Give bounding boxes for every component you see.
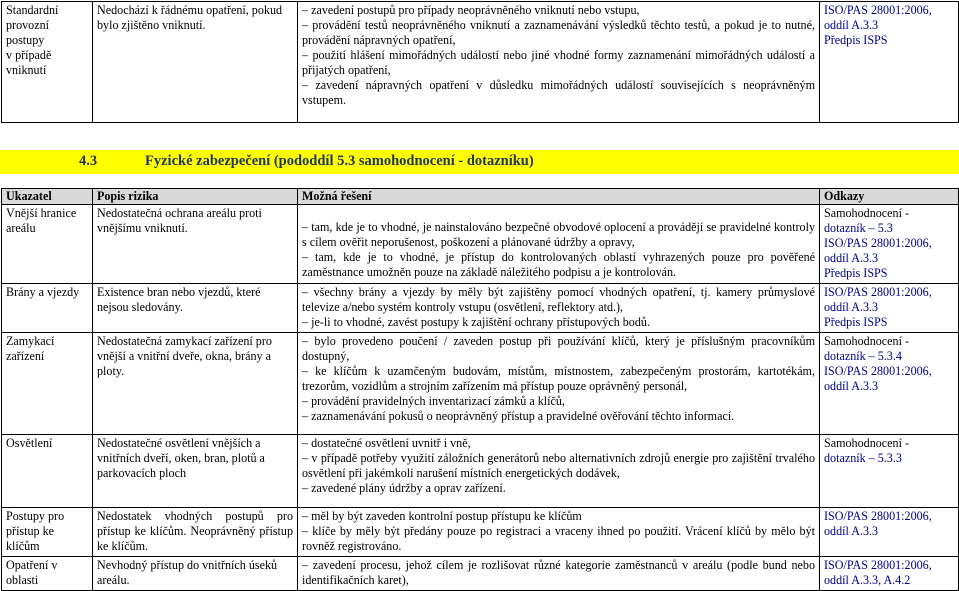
table-row (2, 557, 959, 591)
solutions-cell (298, 205, 820, 284)
indicator-line: v případě (6, 48, 52, 62)
section-heading (0, 150, 959, 174)
ref-line: oddíl A.3.3 (824, 251, 879, 265)
header-indicator: Ukazatel (2, 189, 93, 205)
refs-cell (820, 2, 959, 123)
header-row (2, 189, 959, 205)
solutions-cell (298, 435, 820, 508)
solution-item: – klíče by měly být předány pouze po registraci a vraceny ihned po použití. Vrácení klíčů by mělo být rovněž registrováno. (302, 524, 815, 553)
solution-item: – zaznamenávání pokusů o neoprávněný přístup a pravidelné ověřování těchto informací. (302, 409, 735, 423)
solution-item: – bylo provedeno poučení / zaveden postup při používání klíčů, který je příslušným pracovníkům dostupný, (302, 334, 815, 363)
ref-line: dotazník – 5.3.3 (824, 451, 902, 465)
section-title: Fyzické zabezpečení (pododdíl 5.3 samohodnocení - dotazníku) (145, 153, 534, 169)
ref-line: Samohodnocení - (824, 436, 909, 450)
indicator-cell: Postupy pro přístup ke klíčům (2, 508, 93, 557)
indicator-line: Standardní (6, 3, 59, 17)
ref-line: oddíl A.3.3 (824, 300, 879, 314)
solution-item: – dostatečné osvětlení uvnitř i vně, (302, 436, 471, 450)
indicator-line: vniknutí (6, 63, 47, 77)
risk-cell: Nedostatek vhodných postupů pro přístup ke klíčům. Neoprávněný přístup ke klíčům. (93, 508, 298, 557)
ref-line: ISO/PAS 28001:2006, (824, 3, 932, 17)
indicator-cell: Vnější hranice areálu (2, 205, 93, 284)
indicator-cell (2, 2, 93, 123)
ref-line: ISO/PAS 28001:2006, (824, 236, 932, 250)
indicator-cell: Brány a vjezdy (2, 284, 93, 333)
table-row (2, 205, 959, 284)
refs-cell (820, 333, 959, 435)
risk-cell: Existence bran nebo vjezdů, které nejsou sledovány. (93, 284, 298, 333)
solutions-cell (298, 333, 820, 435)
header-refs: Odkazy (820, 189, 959, 205)
section-number: 4.3 (79, 153, 98, 169)
solution-item: – provádění pravidelných inventarizací zámků a klíčů, (302, 394, 565, 408)
solution-item: – je-li to vhodné, zavést postupy k zajištění ochrany přístupových bodů. (302, 315, 650, 329)
indicator-cell: Zamykací zařízení (2, 333, 93, 435)
table-row (2, 508, 959, 557)
solution-item: – všechny brány a vjezdy by měly být zajištěny pomocí vhodných opatření, tj. kamery průmyslové televize a/nebo systém kontroly vstupu (osvětlení, reflektory atd.), (302, 285, 816, 314)
indicator-line: postupy (6, 33, 45, 47)
ref-line: Předpis ISPS (824, 315, 888, 329)
indicator-cell: Opatření v oblasti (2, 557, 93, 591)
risk-cell: Nedostatečná ochrana areálu proti vnějšímu vniknutí. (93, 205, 298, 284)
solution-item: – v případě potřeby využití záložních generátorů nebo alternativních zdrojů energie pro zajištění trvalého osvětlení při jakémkoli narušení místních energetických dodávek, (302, 451, 815, 480)
ref-line: oddíl A.3.3 (824, 524, 879, 538)
risk-cell (93, 2, 298, 123)
refs-cell (820, 284, 959, 333)
solution-item: – tam, kde je to vhodné, je nainstalováno bezpečné obvodové oplocení a provádějí se pravidelné kontroly s cílem ověřit neporušenost, poškození a plánované údržby a opravy, (302, 220, 815, 249)
refs-cell (820, 205, 959, 284)
header-risk: Popis rizika (93, 189, 298, 205)
indicator-cell: Osvětlení (2, 435, 93, 508)
risk-text: Nedochází k řádnému opatření, pokud bylo zjištěno vniknutí. (97, 3, 283, 32)
solution-item: – provádění testů neoprávněného vniknutí a zaznamenávání výsledků těchto testů, a pokud je to nutné, provádění nápravných opatření, (302, 18, 815, 47)
ref-line: dotazník – 5.3.4 (824, 349, 902, 363)
ref-line: Předpis ISPS (824, 266, 888, 280)
risk-cell: Nedostatečné osvětlení vnějších a vnitřních dveří, oken, bran, plotů a parkovacích ploch (93, 435, 298, 508)
solution-item: – ke klíčům k uzamčeným budovám, místům, místnostem, zabezpečeným prostorám, kartotékám, trezorům, vozidlům a strojním zařízením má přístup pouze oprávněný personál, (302, 364, 815, 393)
top-table (1, 1, 959, 123)
table-row (2, 2, 959, 123)
ref-line: Předpis ISPS (824, 33, 888, 47)
ref-line: oddíl A.3.3, A.4.2 (824, 573, 911, 587)
solution-item: – měl by být zaveden kontrolní postup přístupu ke klíčům (302, 509, 582, 523)
table-row (2, 435, 959, 508)
table-row (2, 333, 959, 435)
solutions-cell (298, 557, 820, 591)
solution-item: – tam, kde je to vhodné, je přístup do kontrolovaných oblastí vyhrazených pouze pro pověřené zaměstnance umožněn pouze na základě náležitého podpisu a je kontrolován. (302, 250, 815, 279)
solutions-cell (298, 284, 820, 333)
solution-item: – zavedení nápravných opatření v důsledku mimořádných událostí souvisejících s neoprávněným vstupem. (302, 78, 815, 107)
ref-line: ISO/PAS 28001:2006, (824, 509, 932, 523)
ref-line: oddíl A.3.3 (824, 18, 879, 32)
ref-line: ISO/PAS 28001:2006, (824, 285, 932, 299)
refs-cell (820, 435, 959, 508)
solution-item: – zavedené plány údržby a oprav zařízení. (302, 481, 506, 495)
refs-cell (820, 557, 959, 591)
ref-line: ISO/PAS 28001:2006, (824, 558, 932, 572)
refs-cell (820, 508, 959, 557)
indicator-line: provozní (6, 18, 49, 32)
solution-item: – zavedení procesu, jehož cílem je rozlišovat různé kategorie zaměstnanců v areálu (podle bund nebo identifikačních karet), (302, 558, 815, 587)
ref-line: Samohodnocení - (824, 334, 909, 348)
solution-item: – zavedení postupů pro případy neoprávněného vniknutí nebo vstupu, (302, 3, 640, 17)
solutions-cell (298, 508, 820, 557)
risk-cell: Nedostatečná zamykací zařízení pro vnější a vnitřní dveře, okna, brány a ploty. (93, 333, 298, 435)
solutions-cell (298, 2, 820, 123)
risk-table (1, 188, 959, 591)
header-solutions: Možná řešení (298, 189, 820, 205)
table-row (2, 284, 959, 333)
ref-line: ISO/PAS 28001:2006, (824, 364, 932, 378)
solution-item: – použití hlášení mimořádných událostí nebo jiné vhodné formy zaznamenání mimořádných událostí a přijatých opatření, (302, 48, 815, 77)
ref-line: oddíl A.3.3 (824, 379, 879, 393)
ref-line: dotazník – 5.3 (824, 221, 893, 235)
risk-cell: Nevhodný přístup do vnitřních úseků areálu. (93, 557, 298, 591)
ref-line: Samohodnocení - (824, 206, 909, 220)
